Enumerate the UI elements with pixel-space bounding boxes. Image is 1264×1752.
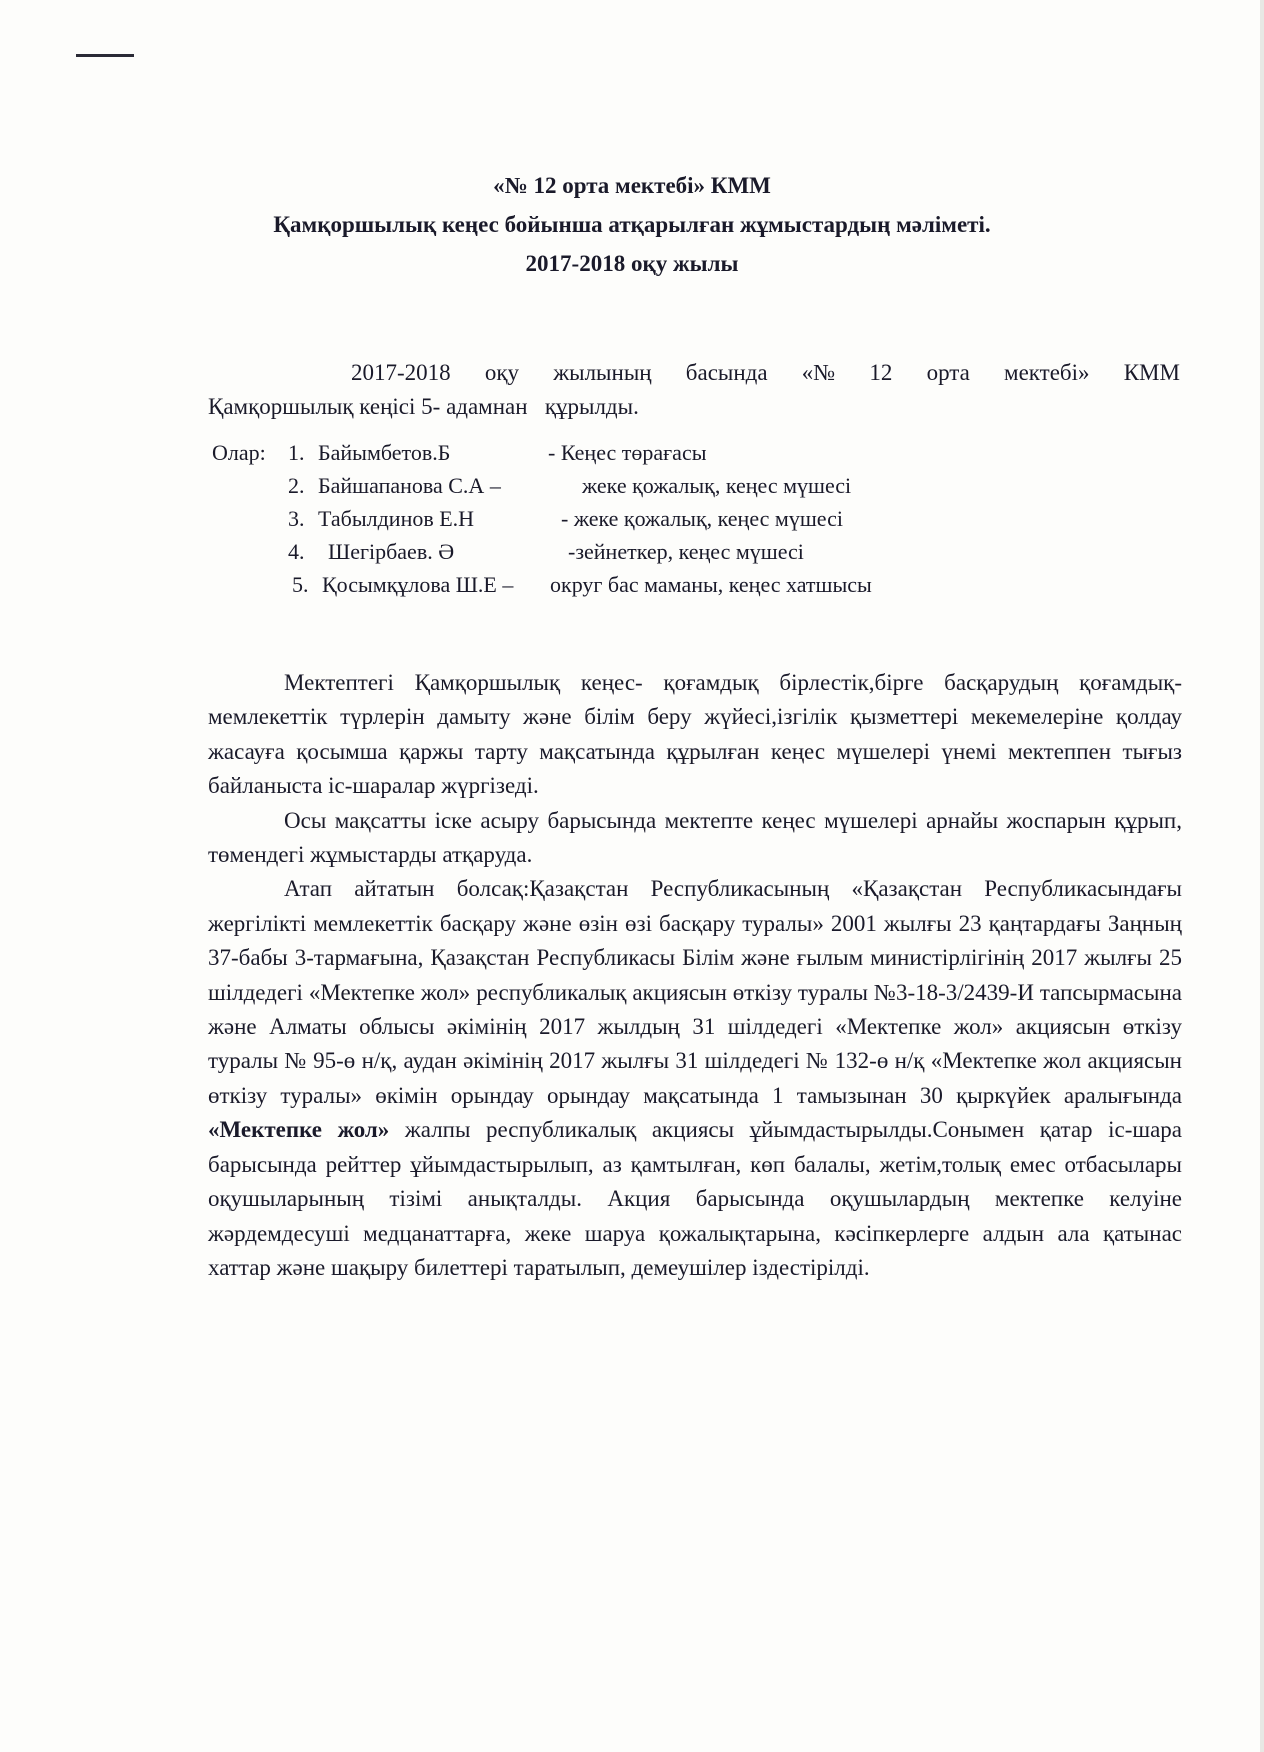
- member-number: 4.: [288, 539, 305, 564]
- body-paragraph: Осы мақсатты іске асыру барысында мектепте кеңес мүшелері арнайы жоспарын құрып, төмендегі жұмыстарды атқаруда.: [208, 807, 1182, 868]
- member-name: Байшапанова С.А –: [318, 473, 501, 498]
- intro-word: орта: [926, 360, 970, 385]
- intro-word: мектебі»: [1004, 360, 1090, 385]
- intro-word: басында: [685, 360, 768, 385]
- body-text-run: жалпы республикалық акциясы ұйымдастырылды.Сонымен қатар іс-шара барысында рейттер ұйымдастырылып, аз қамтылған, көп балалы, жетім,толық емес отбасылары оқушыларының тізімі анықталды. Акция барысында оқушылардың мектепке келуіне жәрдемдесуші медцанаттарға, жеке шаруа қожалықтарына, кәсіпкерлерге алдын ала қатынас хаттар және шақыру билеттері таратылып, демеушілер іздестірілді.: [208, 1117, 1183, 1280]
- title-line-school: «№ 12 орта мектебі» КММ: [493, 173, 771, 198]
- member-row: [212, 436, 872, 469]
- members-label: Олар:: [212, 440, 266, 465]
- intro-word: жылының: [553, 360, 652, 385]
- member-name: Шегірбаев. Ә: [328, 539, 455, 564]
- body-paragraph: [208, 872, 1182, 1285]
- member-row: [212, 469, 872, 502]
- member-number: 3.: [288, 506, 305, 531]
- member-name: Қосымқұлова Ш.Е –: [322, 572, 514, 597]
- body-paragraph: Мектептегі Қамқоршылық кеңес- қоғамдық бірлестік,бірге басқарудың қоғамдық-мемлекеттік түрлерін дамыту және білім беру жүйесі,ізгілік қызметтері мекемелеріне қолдау жасауға қосымша қаржы тарту мақсатында құрылған кеңес мүшелері үнемі мектеппен тығыз байланыста іс-шаралар жүргізеді.: [208, 670, 1182, 799]
- campaign-name-bold: «Мектепке жол»: [208, 1117, 390, 1143]
- member-number: 5.: [292, 572, 309, 597]
- intro-line-1: [208, 356, 1180, 390]
- title-line-year: 2017-2018 оқу жылы: [525, 251, 739, 276]
- member-number: 2.: [288, 473, 305, 498]
- intro-paragraph: [208, 356, 1180, 424]
- member-role: - жеке қожалық, кеңес мүшесі: [561, 506, 843, 531]
- member-name: Байымбетов.Б: [318, 440, 451, 465]
- member-row: [212, 502, 872, 535]
- member-row: [212, 568, 872, 601]
- intro-word: КММ: [1123, 360, 1180, 385]
- scan-mark: [76, 54, 134, 57]
- member-role: округ бас маманы, кеңес хатшысы: [550, 572, 872, 597]
- intro-word: оқу: [484, 360, 520, 385]
- intro-word: 12: [869, 360, 893, 385]
- document-body: [208, 666, 1182, 1285]
- member-role: - Кеңес төрағасы: [548, 440, 707, 465]
- members-list: [212, 436, 872, 601]
- member-name: Табылдинов Е.Н: [318, 506, 475, 531]
- member-number: 1.: [288, 440, 305, 465]
- title-line-subject: Қамқоршылық кеңес бойынша атқарылған жұмыстардың мәліметі.: [273, 212, 991, 237]
- member-role: жеке қожалық, кеңес мүшесі: [582, 473, 852, 498]
- intro-line-2: Қамқоршылық кеңісі 5- адамнан құрылды.: [208, 394, 639, 419]
- document-title: [0, 166, 1264, 283]
- member-row: [212, 535, 872, 568]
- member-role: -зейнеткер, кеңес мүшесі: [568, 539, 804, 564]
- intro-word: 2017-2018: [351, 360, 451, 385]
- intro-word: «№: [801, 360, 836, 385]
- body-text-run: Атап айтатын болсақ:Қазақстан Республикасының «Қазақстан Республикасындағы жергілікті мемлекеттік басқару және өзін өзі басқару туралы» 2001 жылғы 23 қаңтардағы Заңның 37-бабы 3-тармағына, Қазақстан Республикасы Білім және ғылым министірлігінің 2017 жылғы 25 шілдедегі «Мектепке жол» республикалық акциясын өткізу туралы №3-18-3/2439-И тапсырмасына және Алматы облысы әкімінің 2017 жылдың 31 шілдедегі «Мектепке жол» акциясын өткізу туралы № 95-ө н/қ, аудан әкімінің 2017 жылғы 31 шілдедегі № 132-ө н/қ «Мектепке жол акциясын өткізу туралы» өкімін орындау орындау мақсатында 1 тамызынан 30 қыркүйек аралығында: [208, 876, 1182, 1108]
